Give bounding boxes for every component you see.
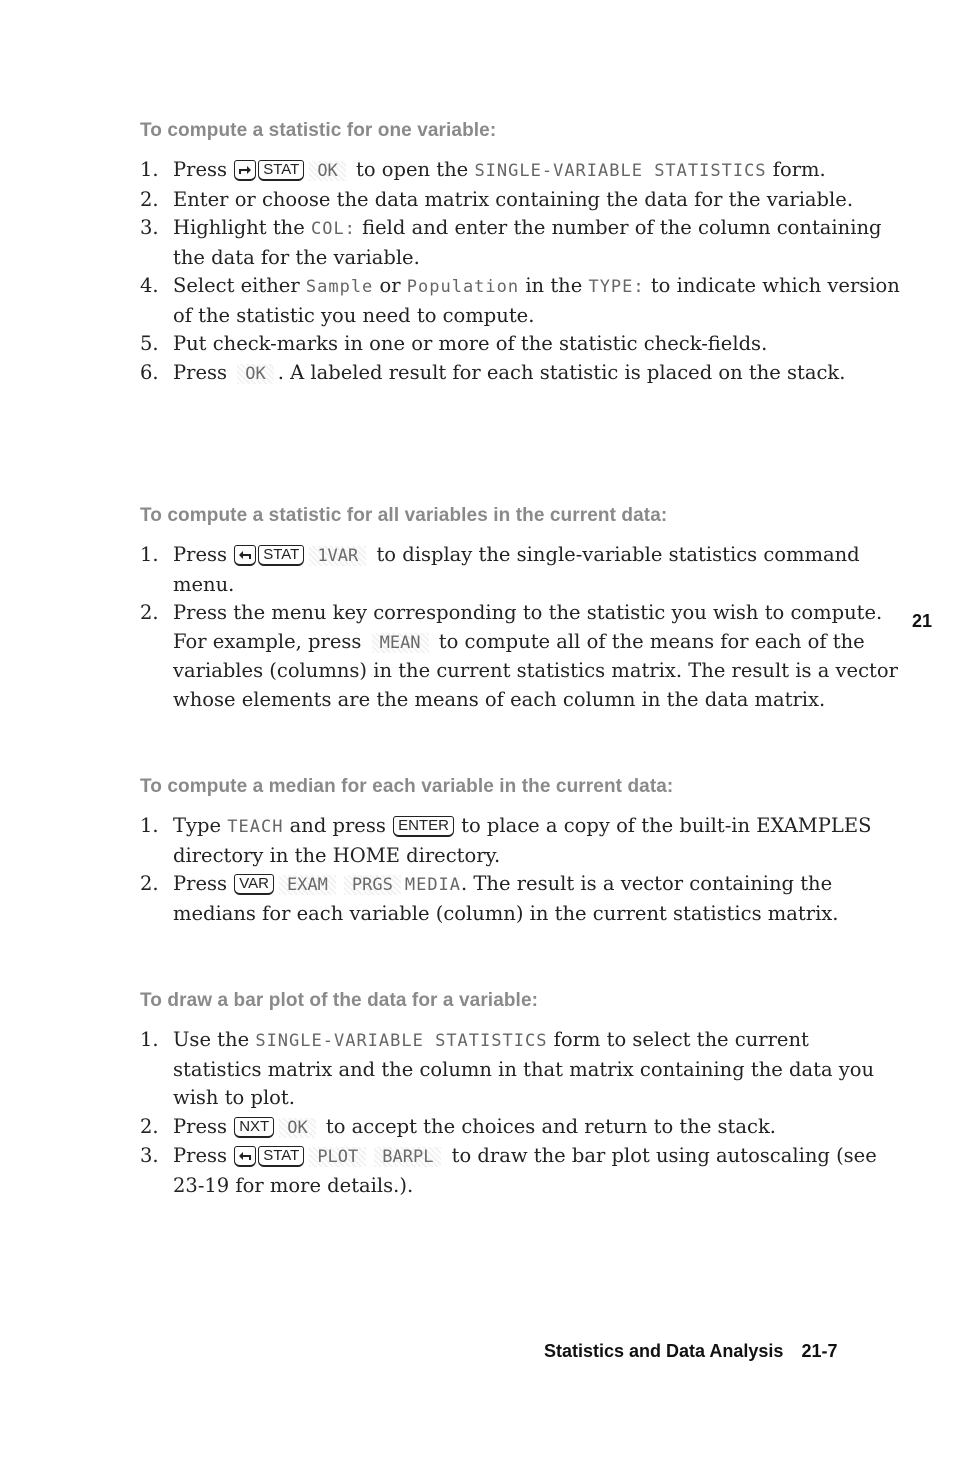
step-list bbox=[140, 812, 900, 928]
section-median bbox=[140, 776, 900, 928]
keycap-nxt: NXT bbox=[234, 1117, 274, 1138]
section-heading: To draw a bar plot of the data for a variable: bbox=[140, 990, 539, 1011]
menu-key-label: OK bbox=[279, 1118, 315, 1138]
menu-key-label: PLOT bbox=[309, 1147, 366, 1167]
menu-key-label: EXAM bbox=[279, 875, 336, 895]
step-number: 6. bbox=[140, 360, 159, 384]
step-number: 1. bbox=[140, 1028, 159, 1051]
calculator-text: SINGLE-VARIABLE STATISTICS bbox=[255, 1031, 548, 1051]
step-item: 5. Put check-marks in one or more of the statistic check-fields. bbox=[140, 330, 900, 359]
footer-page-number: 21-7 bbox=[801, 1341, 838, 1361]
menu-key-label: PRGS bbox=[344, 875, 401, 895]
step-number: 1. bbox=[140, 814, 159, 837]
step-list bbox=[140, 1026, 900, 1200]
menu-key-label: MEAN bbox=[372, 633, 429, 653]
keycap-enter: ENTER bbox=[393, 816, 454, 837]
step-item: 1. Type TEACH and press ENTER to place a copy of the built-in EXAMPLES directory in the HOME directory. bbox=[140, 814, 872, 867]
step-list bbox=[140, 541, 900, 714]
step-item: 2. Enter or choose the data matrix containing the data for the variable. bbox=[140, 186, 900, 215]
step-item: 3. Highlight the COL: field and enter the number of the column containing the data for the variable. bbox=[140, 216, 882, 269]
step-item: 1. Press STAT OK to open the SINGLE-VARIABLE STATISTICS form. bbox=[140, 156, 900, 186]
step-item: 3. Press STAT PLOT BARPL to draw the bar plot using autoscaling (see 23-19 for more details.). bbox=[140, 1144, 877, 1197]
menu-key-label: BARPL bbox=[374, 1147, 441, 1167]
step-number: 4. bbox=[140, 274, 159, 297]
step-number: 1. bbox=[140, 158, 159, 181]
step-list bbox=[140, 156, 900, 388]
step-number: 3. bbox=[140, 1144, 159, 1167]
step-item: 4. Select either Sample or Population in the TYPE: to indicate which version of the statistic you need to compute. bbox=[140, 274, 900, 327]
left-shift-key-icon bbox=[234, 545, 256, 566]
section-heading: To compute a statistic for one variable: bbox=[140, 120, 497, 141]
keycap-stat: STAT bbox=[258, 545, 304, 566]
calculator-text: Sample bbox=[305, 277, 374, 297]
step-item: 1. Use the SINGLE-VARIABLE STATISTICS form to select the current statistics matrix and the column in that matrix containing the data you wish to plot. bbox=[140, 1028, 875, 1109]
section-heading: To compute a statistic for all variables in the current data: bbox=[140, 505, 668, 526]
calculator-text: SINGLE-VARIABLE STATISTICS bbox=[474, 161, 767, 181]
left-shift-key-icon bbox=[234, 1146, 256, 1167]
page-footer bbox=[544, 1341, 837, 1362]
section-one-variable bbox=[140, 120, 900, 388]
step-item: 2. Press VAR EXAM PRGS MEDIA. The result is a vector containing the medians for each variable (column) in the current statistics matrix. bbox=[140, 872, 839, 925]
calculator-text: Population bbox=[406, 277, 520, 297]
step-item: 2. Press NXT OK to accept the choices and return to the stack. bbox=[140, 1113, 900, 1143]
step-item: 2. Press the menu key corresponding to the statistic you wish to compute. For example, press MEAN to compute all of the means for each of the variables (columns) in the current statistics matrix. The result is a vector whose elements are the means of each column in the data matrix. bbox=[140, 601, 898, 711]
step-number: 2. bbox=[140, 1114, 159, 1138]
keycap-stat: STAT bbox=[258, 1146, 304, 1167]
step-number: 2. bbox=[140, 601, 159, 624]
calculator-text: COL: bbox=[310, 219, 356, 239]
menu-key-label: 1VAR bbox=[309, 546, 366, 566]
keycap-stat: STAT bbox=[258, 160, 304, 181]
calculator-text: TEACH bbox=[227, 817, 284, 837]
step-number: 2. bbox=[140, 872, 159, 895]
right-shift-key-icon bbox=[234, 160, 256, 181]
section-all-variables bbox=[140, 505, 900, 714]
step-number: 2. bbox=[140, 187, 159, 211]
calculator-text: MEDIA bbox=[404, 875, 462, 895]
step-number: 1. bbox=[140, 543, 159, 566]
footer-title: Statistics and Data Analysis bbox=[544, 1341, 784, 1361]
calculator-text: TYPE: bbox=[588, 277, 645, 297]
step-number: 5. bbox=[140, 332, 159, 355]
section-heading: To compute a median for each variable in the current data: bbox=[140, 776, 674, 797]
menu-key-label: OK bbox=[237, 364, 273, 384]
chapter-tab-number: 21 bbox=[912, 611, 933, 631]
keycap-var: VAR bbox=[234, 874, 274, 895]
step-item: 6. Press OK . A labeled result for each statistic is placed on the stack. bbox=[140, 359, 900, 389]
section-bar-plot bbox=[140, 990, 900, 1200]
menu-key-label: OK bbox=[309, 161, 345, 181]
step-number: 3. bbox=[140, 216, 159, 239]
step-item: 1. Press STAT 1VAR to display the single-variable statistics command menu. bbox=[140, 543, 860, 596]
